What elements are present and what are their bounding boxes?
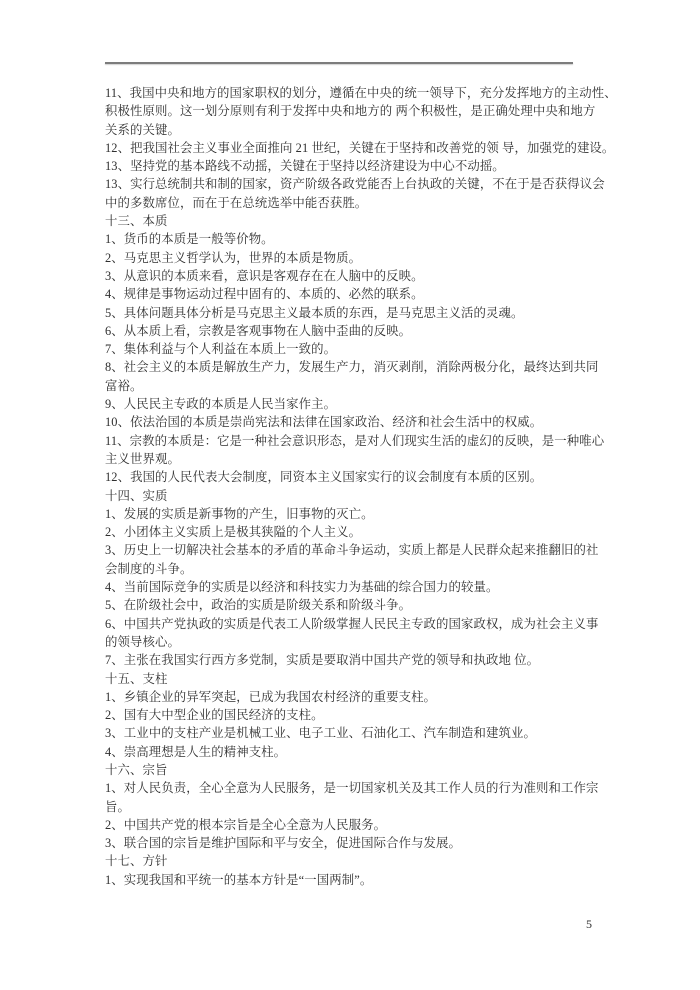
text-line: 9、人民民主专政的本质是人民当家作主。	[105, 397, 337, 412]
text-line: 13、实行总统制共和制的国家，资产阶级各政党能否上台执政的关键，不在于是否获得议会	[105, 177, 605, 192]
text-line: 1、实现我国和平统一的基本方针是“一国两制”。	[105, 872, 373, 887]
text-line: 12、把我国社会主义事业全面推向 21 世纪，关键在于坚持和改善党的领 导，加强党的建设。	[105, 140, 615, 155]
text-line: 10、依法治国的本质是崇尚宪法和法律在国家政治、经济和社会生活中的权威。	[105, 415, 543, 430]
text-line: 的领导核心。	[105, 634, 180, 649]
list-item	[105, 743, 625, 761]
text-line: 7、集体利益与个人利益在本质上一致的。	[105, 342, 337, 357]
text-line: 关系的关键。	[105, 122, 180, 137]
list-item	[105, 468, 625, 486]
list-item	[105, 304, 625, 322]
header-rule	[105, 62, 573, 64]
list-item	[105, 157, 625, 175]
list-item	[105, 139, 625, 157]
text-line: 13、坚持党的基本路线不动摇，关键在于坚持以经济建设为中心不动摇。	[105, 159, 505, 174]
text-line: 2、国有大中型企业的国民经济的支柱。	[105, 708, 324, 723]
list-item	[105, 834, 625, 852]
text-line: 富裕。	[105, 378, 143, 393]
text-line: 6、从本质上看，宗教是客观事物在人脑中歪曲的反映。	[105, 323, 412, 338]
list-item	[105, 358, 625, 395]
list-item	[105, 706, 625, 724]
text-line: 中的多数席位，而在于在总统选举中能否获胜。	[105, 195, 368, 210]
text-line: 2、小团体主义实质上是极其狭隘的个人主义。	[105, 525, 362, 540]
text-line: 4、规律是事物运动过程中固有的、本质的、必然的联系。	[105, 287, 424, 302]
text-line: 5、具体问题具体分析是马克思主义最本质的东西，是马克思主义活的灵魂。	[105, 305, 524, 320]
list-item	[105, 322, 625, 340]
text-line: 十四、实质	[105, 488, 168, 503]
section-heading	[105, 761, 625, 779]
text-line: 11、我国中央和地方的国家职权的划分，遵循在中央的统一领导下，充分发挥地方的主动性、	[105, 86, 617, 100]
list-item	[105, 779, 625, 816]
text-line: 旨。	[105, 799, 130, 814]
list-item	[105, 285, 625, 303]
text-line: 4、当前国际竞争的实质是以经济和科技实力为基础的综合国力的较量。	[105, 580, 499, 595]
list-item	[105, 84, 625, 139]
list-item	[105, 651, 625, 669]
section-heading	[105, 852, 625, 870]
list-item	[105, 724, 625, 742]
list-item	[105, 395, 625, 413]
list-item	[105, 578, 625, 596]
text-line: 十六、宗旨	[105, 762, 168, 777]
list-item	[105, 871, 625, 889]
text-line: 1、发展的实质是新事物的产生，旧事物的灭亡。	[105, 506, 374, 521]
text-line: 主义世界观。	[105, 451, 180, 466]
text-line: 3、工业中的支柱产业是机械工业、电子工业、石油化工、汽车制造和建筑业。	[105, 726, 536, 741]
list-item	[105, 688, 625, 706]
text-line: 积极性原则。这一划分原则有利于发挥中央和地方的 两个积极性，是正确处理中央和地方	[105, 104, 596, 119]
list-item	[105, 230, 625, 248]
text-line: 十三、本质	[105, 214, 168, 229]
list-item	[105, 596, 625, 614]
document-content	[105, 84, 625, 889]
text-line: 会制度的斗争。	[105, 561, 193, 576]
section-heading	[105, 212, 625, 230]
text-line: 2、马克思主义哲学认为，世界的本质是物质。	[105, 250, 362, 265]
text-line: 1、对人民负责，全心全意为人民服务，是一切国家机关及其工作人员的行为准则和工作宗	[105, 781, 599, 796]
list-item	[105, 541, 625, 578]
list-item	[105, 523, 625, 541]
text-line: 12、我国的人民代表大会制度，同资本主义国家实行的议会制度有本质的区别。	[105, 470, 543, 485]
text-line: 5、在阶级社会中，政治的实质是阶级关系和阶级斗争。	[105, 598, 412, 613]
text-line: 7、主张在我国实行西方多党制，实质是要取消中国共产党的领导和执政地 位。	[105, 653, 540, 668]
list-item	[105, 505, 625, 523]
list-item	[105, 249, 625, 267]
page-number: 5	[586, 917, 592, 931]
text-line: 2、中国共产党的根本宗旨是全心全意为人民服务。	[105, 817, 387, 832]
text-line: 十五、支柱	[105, 671, 168, 686]
text-line: 6、中国共产党执政的实质是代表工人阶级掌握人民民主专政的国家政权，成为社会主义事	[105, 616, 599, 631]
section-heading	[105, 487, 625, 505]
text-line: 3、从意识的本质来看，意识是客观存在在人脑中的反映。	[105, 268, 424, 283]
list-item	[105, 816, 625, 834]
list-item	[105, 432, 625, 469]
list-item	[105, 615, 625, 652]
text-line: 1、货币的本质是一般等价物。	[105, 232, 274, 247]
list-item	[105, 340, 625, 358]
section-heading	[105, 670, 625, 688]
text-line: 8、社会主义的本质是解放生产力，发展生产力，消灭剥削，消除两极分化，最终达到共同	[105, 360, 599, 375]
text-line: 3、联合国的宗旨是维护国际和平与安全，促进国际合作与发展。	[105, 836, 462, 851]
text-line: 4、崇高理想是人生的精神支柱。	[105, 744, 287, 759]
text-line: 3、历史上一切解决社会基本的矛盾的革命斗争运动，实质上都是人民群众起来推翻旧的社	[105, 543, 599, 558]
list-item	[105, 267, 625, 285]
text-line: 1、乡镇企业的异军突起，已成为我国农村经济的重要支柱。	[105, 689, 437, 704]
text-line: 11、宗教的本质是：它是一种社会意识形态，是对人们现实生活的虚幻的反映，是一种唯心	[105, 433, 605, 448]
list-item	[105, 175, 625, 212]
text-line: 十七、方针	[105, 854, 168, 869]
list-item	[105, 413, 625, 431]
